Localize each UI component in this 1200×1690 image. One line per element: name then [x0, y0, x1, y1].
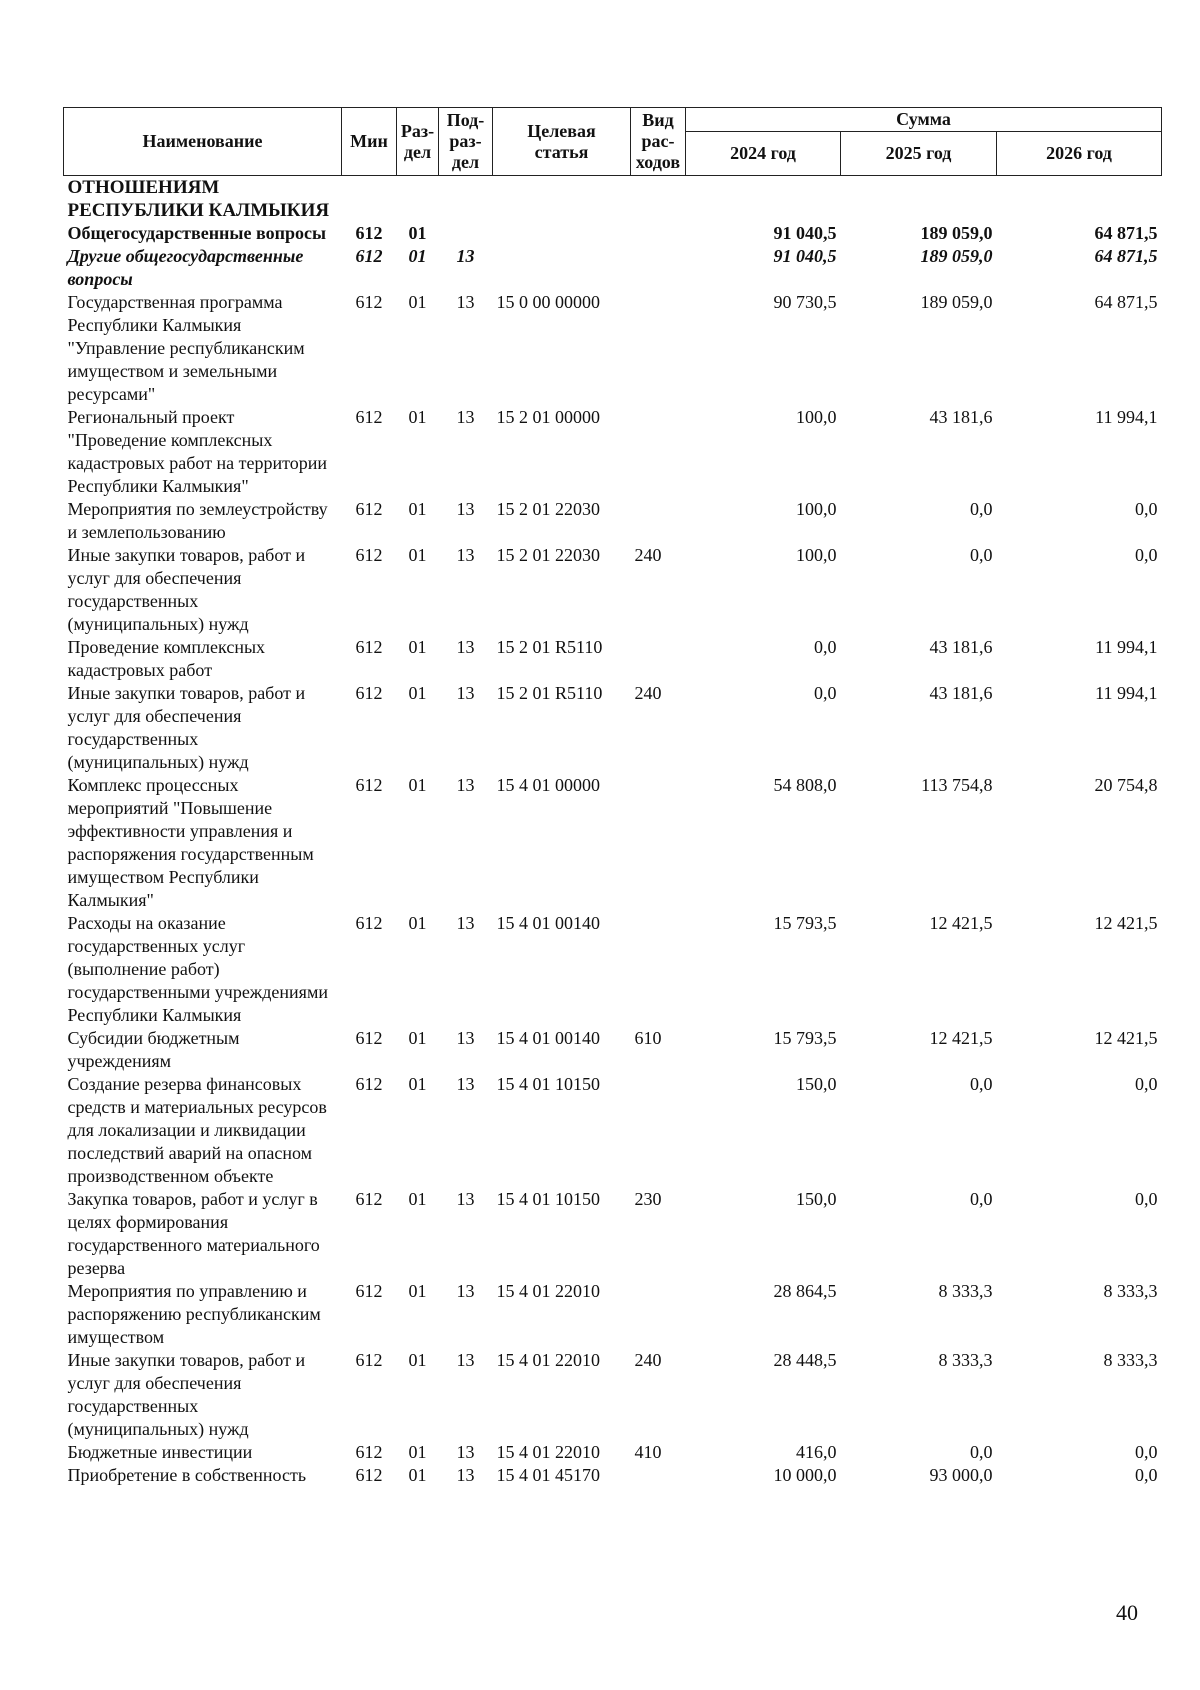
row-podrazdel: 13	[456, 683, 475, 703]
row-razdel: 01	[408, 292, 427, 312]
row-vid	[631, 1073, 686, 1188]
row-razdel: 01	[408, 1281, 427, 1301]
table-row	[64, 912, 1162, 1027]
row-sum-2026: 64 871,5	[1094, 292, 1158, 312]
row-celevaya: 15 4 01 22010	[496, 1350, 600, 1370]
row-vid: 240	[634, 683, 662, 703]
table-row	[64, 682, 1162, 774]
row-podrazdel: 13	[456, 1281, 475, 1301]
row-vid	[631, 1464, 686, 1487]
table-row	[64, 176, 1162, 223]
row-podrazdel: 13	[456, 1442, 475, 1462]
row-podrazdel: 13	[456, 292, 475, 312]
row-razdel: 01	[408, 1189, 427, 1209]
row-sum-2024: 28 448,5	[773, 1350, 837, 1370]
header-celevaya: Целевая статья	[493, 108, 631, 176]
row-podrazdel: 13	[456, 1074, 475, 1094]
row-razdel: 01	[408, 545, 427, 565]
row-razdel: 01	[408, 499, 427, 519]
row-celevaya: 15 2 01 R5110	[496, 637, 603, 657]
row-razdel: 01	[408, 775, 427, 795]
table-body	[64, 176, 1162, 1488]
row-podrazdel	[439, 222, 493, 245]
row-vid: 410	[634, 1442, 662, 1462]
row-celevaya: 15 0 00 00000	[496, 292, 600, 312]
row-sum-2025: 43 181,6	[929, 683, 993, 703]
table-row	[64, 636, 1162, 682]
row-sum-2025: 12 421,5	[929, 913, 993, 933]
row-razdel: 01	[408, 1028, 427, 1048]
table-row	[64, 498, 1162, 544]
row-name: Иные закупки товаров, работ и услуг для обеспечения государственных (муниципальных) нужд	[67, 1350, 306, 1439]
row-sum-2024: 416,0	[796, 1442, 837, 1462]
row-sum-2026: 12 421,5	[1094, 913, 1158, 933]
row-name: Приобретение в собственность	[67, 1465, 307, 1485]
row-sum-2024: 100,0	[796, 407, 837, 427]
row-vid: 230	[634, 1189, 662, 1209]
row-sum-2026: 0,0	[1135, 499, 1158, 519]
row-celevaya: 15 4 01 00140	[496, 913, 600, 933]
row-sum-2026	[997, 176, 1162, 223]
row-sum-2026: 0,0	[1135, 1189, 1158, 1209]
row-sum-2026: 64 871,5	[1094, 223, 1158, 243]
row-name: Создание резерва финансовых средств и материальных ресурсов для локализации и ликвидации последствий аварий на опасном производственном объекте	[67, 1074, 327, 1186]
row-sum-2026: 0,0	[1135, 1442, 1158, 1462]
row-min: 612	[355, 637, 383, 657]
table-row	[64, 291, 1162, 406]
row-razdel: 01	[408, 407, 427, 427]
row-sum-2024: 90 730,5	[773, 292, 837, 312]
header-vid: Вид рас- ходов	[631, 108, 686, 176]
row-name: Субсидии бюджетным учреждениям	[67, 1028, 240, 1071]
row-sum-2024: 10 000,0	[773, 1465, 837, 1485]
row-sum-2026: 64 871,5	[1094, 246, 1158, 266]
row-sum-2024: 91 040,5	[773, 223, 837, 243]
table-row	[64, 406, 1162, 498]
row-name: Бюджетные инвестиции	[67, 1442, 253, 1462]
row-sum-2025: 8 333,3	[938, 1281, 993, 1301]
row-min: 612	[355, 223, 383, 243]
row-sum-2025: 0,0	[970, 499, 993, 519]
row-celevaya: 15 2 01 22030	[496, 499, 600, 519]
header-min: Мин	[342, 108, 397, 176]
row-razdel: 01	[408, 913, 427, 933]
row-sum-2024: 0,0	[814, 683, 837, 703]
row-sum-2026: 11 994,1	[1095, 407, 1158, 427]
row-min: 612	[355, 545, 383, 565]
row-min: 612	[355, 1350, 383, 1370]
row-razdel: 01	[408, 637, 427, 657]
row-celevaya: 15 2 01 00000	[496, 407, 600, 427]
row-celevaya: 15 4 01 10150	[496, 1074, 600, 1094]
table-row	[64, 1188, 1162, 1280]
row-vid	[631, 774, 686, 912]
row-name: ОТНОШЕНИЯМ РЕСПУБЛИКИ КАЛМЫКИЯ	[67, 177, 330, 221]
row-name: Иные закупки товаров, работ и услуг для обеспечения государственных (муниципальных) нужд	[67, 545, 306, 634]
row-razdel: 01	[408, 1465, 427, 1485]
row-sum-2026: 0,0	[1135, 1074, 1158, 1094]
row-razdel: 01	[408, 246, 427, 266]
row-sum-2024: 91 040,5	[773, 246, 837, 266]
row-sum-2024: 100,0	[796, 499, 837, 519]
row-podrazdel: 13	[456, 1189, 475, 1209]
row-podrazdel: 13	[456, 407, 475, 427]
row-razdel: 01	[408, 1074, 427, 1094]
row-vid: 610	[634, 1028, 662, 1048]
row-celevaya: 15 4 01 22010	[496, 1442, 600, 1462]
row-celevaya	[493, 176, 631, 223]
row-vid	[631, 636, 686, 682]
row-podrazdel: 13	[456, 246, 475, 266]
table-row	[64, 1027, 1162, 1073]
table-row	[64, 774, 1162, 912]
header-podrazdel: Под- раз- дел	[439, 108, 493, 176]
row-celevaya: 15 4 01 22010	[496, 1281, 600, 1301]
row-podrazdel: 13	[456, 545, 475, 565]
row-vid	[631, 176, 686, 223]
row-name: Региональный проект "Проведение комплексных кадастровых работ на территории Республики Калмыкия"	[67, 407, 328, 496]
row-name: Мероприятия по управлению и распоряжению республиканским имуществом	[67, 1281, 321, 1347]
header-name: Наименование	[64, 108, 342, 176]
row-name: Расходы на оказание государственных услуг (выполнение работ) государственными учреждениями Республики Калмыкия	[67, 913, 328, 1025]
row-sum-2025	[841, 176, 997, 223]
row-sum-2024: 0,0	[814, 637, 837, 657]
table-row	[64, 245, 1162, 291]
row-sum-2025: 0,0	[970, 1074, 993, 1094]
row-razdel: 01	[408, 1350, 427, 1370]
row-celevaya: 15 2 01 R5110	[496, 683, 603, 703]
row-min: 612	[355, 775, 383, 795]
row-razdel: 01	[408, 1442, 427, 1462]
table-row	[64, 1349, 1162, 1441]
row-sum-2026: 8 333,3	[1103, 1350, 1158, 1370]
row-vid	[631, 245, 686, 291]
row-sum-2025: 93 000,0	[929, 1465, 993, 1485]
row-sum-2024: 28 864,5	[773, 1281, 837, 1301]
row-vid	[631, 291, 686, 406]
row-sum-2025: 189 059,0	[920, 292, 993, 312]
row-min: 612	[355, 407, 383, 427]
row-celevaya: 15 4 01 45170	[496, 1465, 600, 1485]
row-min: 612	[355, 292, 383, 312]
row-celevaya: 15 2 01 22030	[496, 545, 600, 565]
row-podrazdel: 13	[456, 913, 475, 933]
row-name: Общегосударственные вопросы	[67, 223, 326, 243]
row-vid	[631, 1280, 686, 1349]
row-celevaya: 15 4 01 00140	[496, 1028, 600, 1048]
row-vid	[631, 222, 686, 245]
row-min: 612	[355, 1442, 383, 1462]
row-podrazdel: 13	[456, 775, 475, 795]
row-name: Другие общегосударственные вопросы	[67, 246, 304, 289]
row-min: 612	[355, 1465, 383, 1485]
row-podrazdel	[439, 176, 493, 223]
row-razdel	[397, 176, 439, 223]
row-podrazdel: 13	[456, 637, 475, 657]
budget-table	[63, 107, 1162, 1487]
row-min: 612	[355, 913, 383, 933]
row-name: Проведение комплексных кадастровых работ	[67, 637, 266, 680]
row-sum-2026: 20 754,8	[1094, 775, 1158, 795]
row-min: 612	[355, 1281, 383, 1301]
header-2026: 2026 год	[997, 132, 1162, 176]
row-sum-2025: 43 181,6	[929, 407, 993, 427]
header-summa: Сумма	[686, 108, 1162, 132]
table-row	[64, 1073, 1162, 1188]
row-name: Государственная программа Республики Калмыкия "Управление республиканским имуществом и земельными ресурсами"	[67, 292, 305, 404]
row-sum-2024: 100,0	[796, 545, 837, 565]
row-celevaya: 15 4 01 00000	[496, 775, 600, 795]
row-name: Иные закупки товаров, работ и услуг для обеспечения государственных (муниципальных) нужд	[67, 683, 306, 772]
header-2025: 2025 год	[841, 132, 997, 176]
row-sum-2024: 54 808,0	[773, 775, 837, 795]
row-vid	[631, 912, 686, 1027]
row-sum-2026: 11 994,1	[1095, 683, 1158, 703]
row-min: 612	[355, 1189, 383, 1209]
row-min: 612	[355, 1074, 383, 1094]
row-name: Закупка товаров, работ и услуг в целях формирования государственного материального резерва	[67, 1189, 320, 1278]
page-number: 40	[1116, 1600, 1138, 1625]
row-podrazdel: 13	[456, 1028, 475, 1048]
row-min: 612	[355, 246, 383, 266]
row-sum-2025: 0,0	[970, 545, 993, 565]
row-sum-2024: 15 793,5	[773, 913, 837, 933]
row-sum-2025: 0,0	[970, 1189, 993, 1209]
header-razdel: Раз- дел	[397, 108, 439, 176]
row-min: 612	[355, 1028, 383, 1048]
row-sum-2025: 43 181,6	[929, 637, 993, 657]
row-vid: 240	[634, 1350, 662, 1370]
row-celevaya: 15 4 01 10150	[496, 1189, 600, 1209]
row-celevaya	[493, 222, 631, 245]
row-sum-2025: 189 059,0	[920, 223, 993, 243]
row-sum-2026: 0,0	[1135, 545, 1158, 565]
row-vid	[631, 406, 686, 498]
row-podrazdel: 13	[456, 1350, 475, 1370]
row-sum-2026: 11 994,1	[1095, 637, 1158, 657]
row-min: 612	[355, 499, 383, 519]
row-sum-2025: 0,0	[970, 1442, 993, 1462]
row-podrazdel: 13	[456, 1465, 475, 1485]
row-vid	[631, 498, 686, 544]
row-sum-2024: 150,0	[796, 1074, 837, 1094]
row-sum-2026: 8 333,3	[1103, 1281, 1158, 1301]
table-row	[64, 544, 1162, 636]
header-2024: 2024 год	[686, 132, 841, 176]
table-row	[64, 1441, 1162, 1464]
row-name: Мероприятия по землеустройству и землепользованию	[67, 499, 328, 542]
table-row	[64, 222, 1162, 245]
row-sum-2026: 0,0	[1135, 1465, 1158, 1485]
row-podrazdel: 13	[456, 499, 475, 519]
row-name: Комплекс процессных мероприятий "Повышение эффективности управления и распоряжения государственным имуществом Республики Калмыкия"	[67, 775, 314, 910]
row-sum-2024: 15 793,5	[773, 1028, 837, 1048]
table-row	[64, 1464, 1162, 1487]
row-sum-2024	[686, 176, 841, 223]
row-sum-2025: 8 333,3	[938, 1350, 993, 1370]
row-vid: 240	[634, 545, 662, 565]
row-celevaya	[493, 245, 631, 291]
table-header	[64, 108, 1162, 176]
row-min: 612	[355, 683, 383, 703]
row-min	[342, 176, 397, 223]
row-razdel: 01	[408, 683, 427, 703]
row-sum-2025: 113 754,8	[921, 775, 993, 795]
row-sum-2024: 150,0	[796, 1189, 837, 1209]
table-row	[64, 1280, 1162, 1349]
row-sum-2025: 12 421,5	[929, 1028, 993, 1048]
row-sum-2026: 12 421,5	[1094, 1028, 1158, 1048]
row-razdel: 01	[408, 223, 427, 243]
row-sum-2025: 189 059,0	[920, 246, 993, 266]
